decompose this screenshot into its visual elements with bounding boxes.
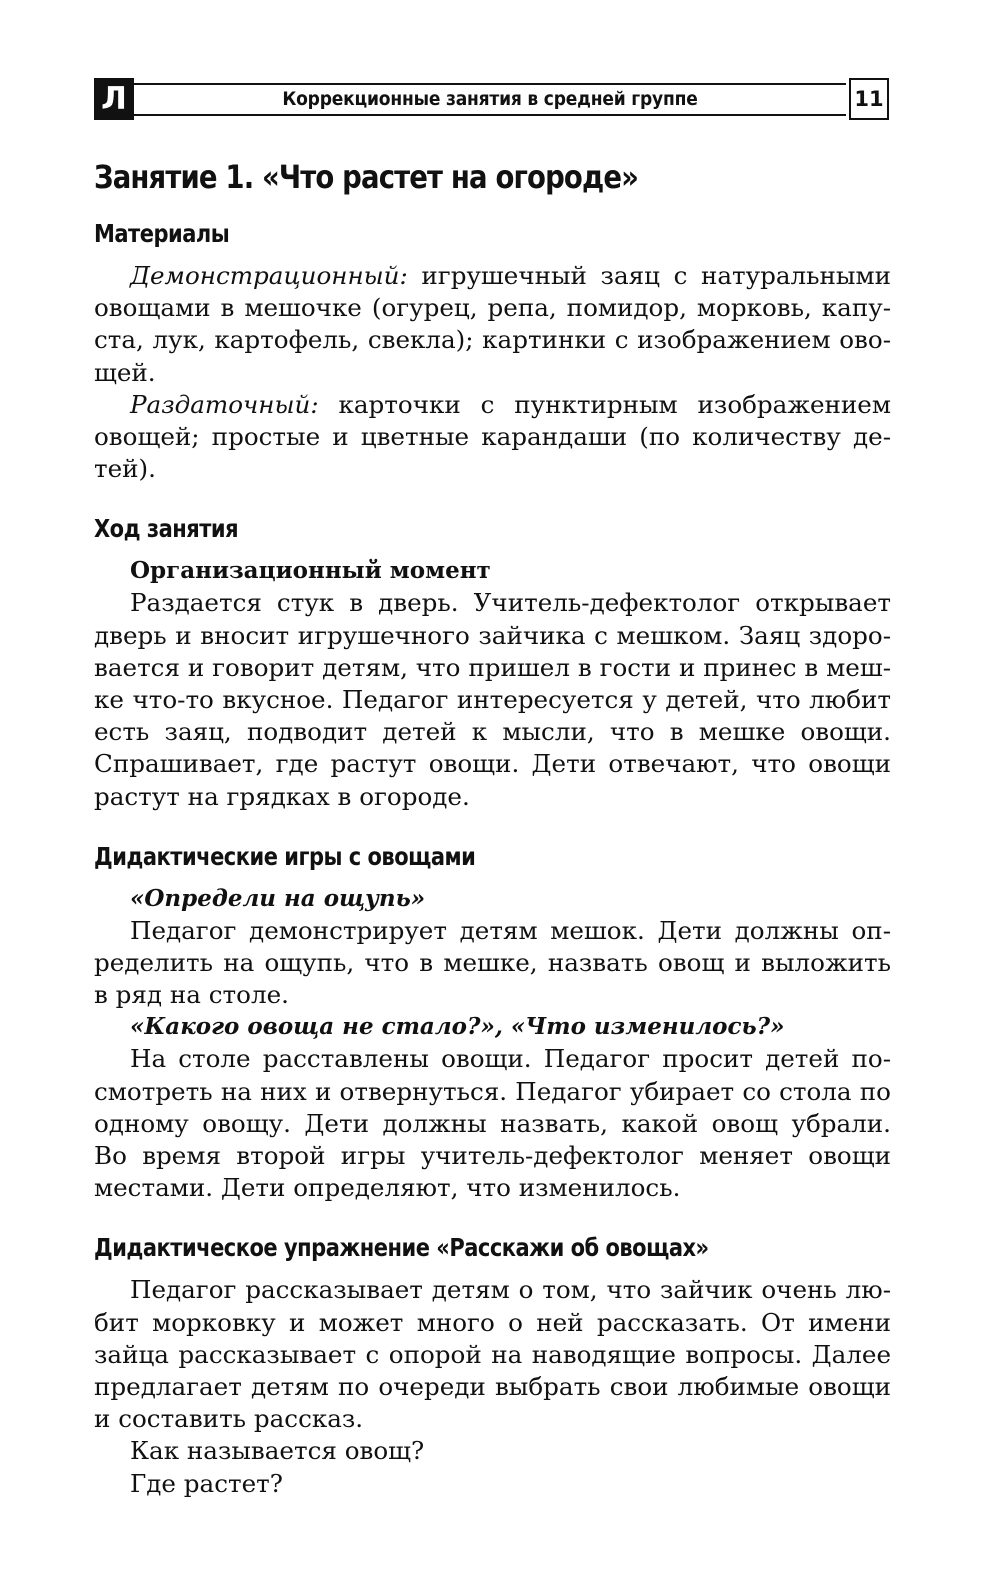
page-content [94,152,891,1500]
demo-label: Демонстрационный: [130,261,408,290]
running-header [94,78,891,120]
demo-text: игрушечный заяц с натуральными овощами в мешочке (огурец, репа, помидор, морковь, капуста, лук, картофель, свекла); картинки с изображением овощей. [94,261,891,387]
game1-title: «Определи на ощупь» [130,884,426,912]
game2-paragraph: На столе расставлены овощи. Педагог просит детей посмотреть на них и отвернуться. Педагог убирает со стола по одному овощу. Дети должны назвать, какой овощ убрали. Во время второй игры учитель-дефектолог меняет овощи местами. Дети определяют, что изменилось. [94,1044,891,1203]
exercise-paragraph: Педагог рассказывает детям о том, что зайчик очень любит морковку и может много о ней рассказать. От имени зайца рассказывает с опорой на наводящие вопросы. Далее предлагает детям по очереди выбрать свои любимые овощи и составить рассказ. [94,1275,891,1434]
org-moment-title: Организационный момент [130,557,491,585]
exercise-question-1: Как называется овощ? [130,1436,425,1466]
materials-heading: Материалы [94,219,230,248]
course-heading: Ход занятия [94,514,239,544]
game1-paragraph: Педагог демонстрирует детям мешок. Дети должны определить на ощупь, что в мешке, назвать овощ и выложить в ряд на столе. [94,915,891,1010]
org-moment-paragraph: Раздается стук в дверь. Учитель-дефектолог открывает дверь и вносит игрушечного зайчика с мешком. Заяц здоровается и говорит детям, что пришел в гости и принес в мешке что-то вкусное. Педагог интересуется у детей, что любит есть заяц, подводит детей к мысли, что в мешке овощи. Спрашивает, где растут овощи. Дети отвечают, что овощи растут на грядках в огороде. [94,588,891,811]
exercise-question-2: Где растет? [130,1468,283,1498]
game2-title: «Какого овоща не стало?», «Что изменилось?» [130,1013,785,1041]
exercise-heading: Дидактическое упражнение «Расскажи об овощах» [94,1233,709,1263]
lesson-title: Занятие 1. «Что растет на огороде» [94,158,639,196]
handout-label: Раздаточный: [130,389,319,419]
materials-demo-paragraph [94,260,891,389]
materials-handout-paragraph [94,389,891,486]
page-number: 11 [849,78,889,120]
handout-text: карточки с пунктирным изображением овощей; простые и цветные карандаши (по количеству детей). [94,389,891,484]
publisher-logo: Л [94,78,134,120]
games-heading: Дидактические игры с овощами [94,841,476,871]
running-title: Коррекционные занятия в средней группе [134,83,846,116]
